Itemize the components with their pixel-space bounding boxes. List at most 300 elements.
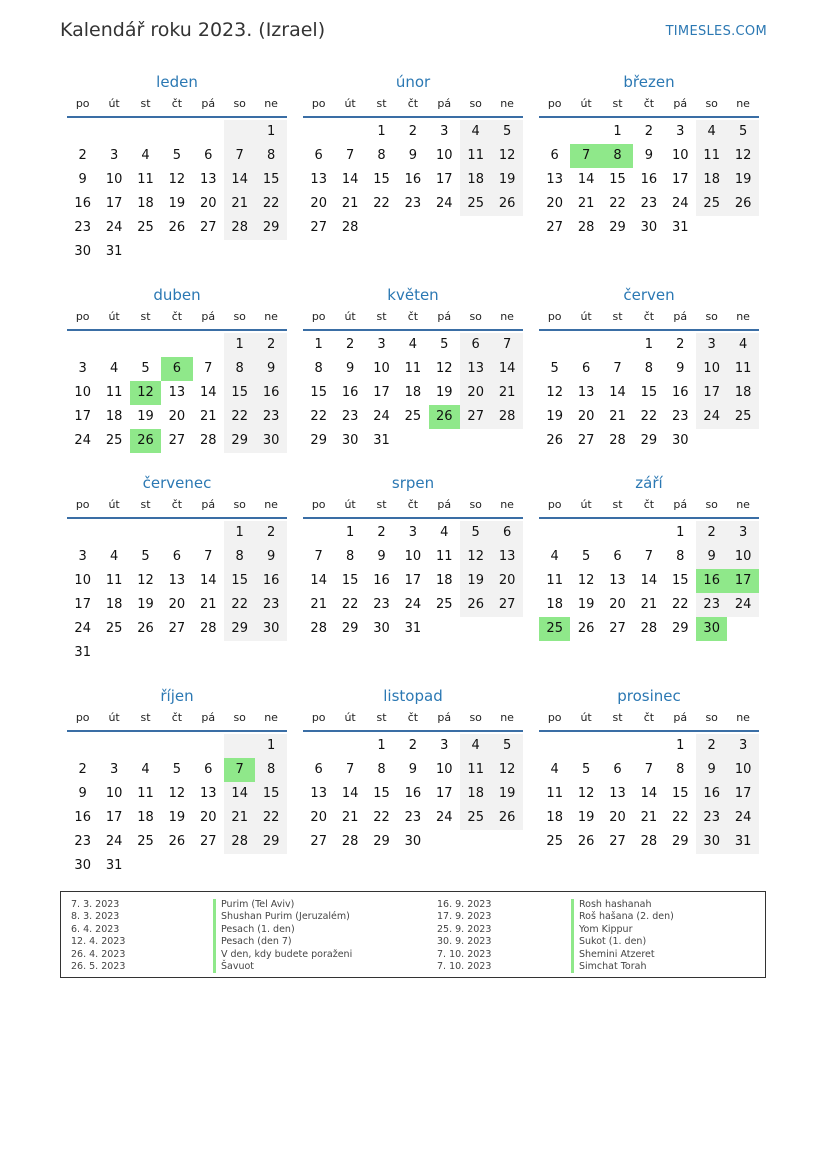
day-cell[interactable]: 22 [341,597,359,612]
day-cell[interactable]: 8 [314,361,323,376]
day-cell[interactable]: 1 [644,337,654,352]
day-cell[interactable]: 28 [640,834,658,849]
day-cell[interactable]: 30 [404,834,422,849]
day-cell[interactable]: 14 [640,786,658,801]
day-cell[interactable]: 8 [377,148,386,163]
day-cell[interactable]: 19 [460,569,491,593]
day-cell[interactable]: 5 [550,361,559,376]
day-cell[interactable]: 17 [672,172,689,187]
day-cell[interactable]: 16 [341,385,359,400]
day-cell[interactable]: 18 [546,597,563,612]
day-cell[interactable]: 16 [404,786,422,801]
day-cell[interactable]: 31 [74,645,91,660]
day-cell[interactable]: 26 [491,806,522,830]
day-cell[interactable]: 19 [491,168,522,192]
day-cell[interactable]: 5 [172,762,182,777]
day-cell[interactable]: 12 [137,573,154,588]
day-cell[interactable]: 28 [224,830,255,854]
day-cell[interactable]: 20 [609,597,626,612]
day-cell[interactable]: 13 [577,385,595,400]
day-cell[interactable]: 5 [141,361,150,376]
day-cell[interactable]: 26 [137,621,154,636]
day-cell[interactable]: 20 [460,381,491,405]
day-cell[interactable]: 2 [696,521,727,545]
day-cell[interactable]: 25 [546,834,563,849]
day-cell[interactable]: 3 [440,738,449,753]
day-cell[interactable]: 13 [609,573,626,588]
day-cell[interactable]: 8 [255,144,286,168]
day-cell[interactable]: 22 [310,409,327,424]
day-cell[interactable]: 3 [727,734,758,758]
day-cell[interactable]: 19 [577,810,595,825]
day-cell[interactable]: 14 [609,385,626,400]
day-cell[interactable]: 20 [168,409,186,424]
day-cell[interactable]: 30 [74,244,91,259]
day-cell[interactable]: 29 [310,433,327,448]
day-cell[interactable]: 7 [345,148,355,163]
day-cell[interactable]: 18 [105,409,123,424]
day-cell[interactable]: 6 [613,762,622,777]
day-cell[interactable]: 6 [581,361,591,376]
day-cell[interactable]: 8 [255,758,286,782]
day-cell[interactable]: 21 [491,381,522,405]
day-cell[interactable]: 27 [491,593,522,617]
day-cell[interactable]: 12 [577,786,595,801]
day-cell[interactable]: 13 [200,786,217,801]
day-cell[interactable]: 8 [224,545,255,569]
day-cell[interactable]: 26 [727,192,758,216]
day-cell[interactable]: 23 [404,196,422,211]
day-cell[interactable]: 12 [546,385,563,400]
day-cell[interactable]: 17 [727,569,758,593]
day-cell[interactable]: 23 [640,196,658,211]
day-cell[interactable]: 14 [224,168,255,192]
day-cell[interactable]: 22 [224,405,255,429]
day-cell[interactable]: 5 [172,148,182,163]
day-cell[interactable]: 17 [404,573,422,588]
day-cell[interactable]: 7 [204,361,213,376]
day-cell[interactable]: 16 [404,172,422,187]
day-cell[interactable]: 23 [404,810,422,825]
day-cell[interactable]: 4 [460,120,491,144]
day-cell[interactable]: 23 [341,409,359,424]
day-cell[interactable]: 23 [74,834,91,849]
day-cell[interactable]: 21 [577,196,595,211]
day-cell[interactable]: 29 [224,617,255,641]
day-cell[interactable]: 27 [168,621,186,636]
day-cell[interactable]: 23 [255,593,286,617]
day-cell[interactable]: 9 [78,172,87,187]
day-cell[interactable]: 12 [168,172,186,187]
day-cell[interactable]: 9 [696,545,727,569]
day-cell[interactable]: 19 [168,810,186,825]
day-cell[interactable]: 4 [109,361,119,376]
day-cell[interactable]: 15 [255,782,286,806]
day-cell[interactable]: 24 [727,806,758,830]
day-cell[interactable]: 8 [602,144,633,168]
day-cell[interactable]: 5 [141,549,150,564]
day-cell[interactable]: 19 [137,409,154,424]
day-cell[interactable]: 7 [314,549,323,564]
day-cell[interactable]: 22 [672,597,689,612]
day-cell[interactable]: 4 [460,734,491,758]
day-cell[interactable]: 1 [676,525,685,540]
day-cell[interactable]: 9 [255,545,286,569]
day-cell[interactable]: 6 [172,549,182,564]
day-cell[interactable]: 27 [168,433,186,448]
day-cell[interactable]: 12 [727,144,758,168]
day-cell[interactable]: 4 [550,762,559,777]
day-cell[interactable]: 18 [404,385,422,400]
day-cell[interactable]: 6 [491,521,522,545]
day-cell[interactable]: 29 [224,429,255,453]
day-cell[interactable]: 22 [373,196,390,211]
day-cell[interactable]: 27 [609,834,626,849]
day-cell[interactable]: 20 [609,810,626,825]
day-cell[interactable]: 15 [310,385,327,400]
day-cell[interactable]: 11 [460,144,491,168]
day-cell[interactable]: 13 [460,357,491,381]
day-cell[interactable]: 23 [74,220,91,235]
day-cell[interactable]: 16 [696,782,727,806]
day-cell[interactable]: 31 [373,433,390,448]
day-cell[interactable]: 6 [314,762,323,777]
day-cell[interactable]: 27 [200,834,217,849]
day-cell[interactable]: 11 [105,385,123,400]
day-cell[interactable]: 7 [345,762,355,777]
day-cell[interactable]: 26 [168,834,186,849]
day-cell[interactable]: 17 [105,196,123,211]
day-cell[interactable]: 23 [255,405,286,429]
day-cell[interactable]: 3 [109,148,119,163]
day-cell[interactable]: 22 [609,196,626,211]
day-cell[interactable]: 10 [373,361,390,376]
day-cell[interactable]: 20 [310,810,327,825]
day-cell[interactable]: 7 [644,762,654,777]
day-cell[interactable]: 26 [168,220,186,235]
day-cell[interactable]: 17 [696,381,727,405]
day-cell[interactable]: 17 [74,409,91,424]
day-cell[interactable]: 16 [373,573,390,588]
day-cell[interactable]: 2 [345,337,355,352]
day-cell[interactable]: 28 [640,621,658,636]
day-cell[interactable]: 9 [345,361,355,376]
day-cell[interactable]: 25 [727,405,758,429]
day-cell[interactable]: 21 [224,192,255,216]
day-cell[interactable]: 7 [491,333,522,357]
day-cell[interactable]: 29 [255,216,286,240]
day-cell[interactable]: 13 [310,172,327,187]
day-cell[interactable]: 30 [696,617,727,641]
day-cell[interactable]: 17 [74,597,91,612]
day-cell[interactable]: 24 [436,810,453,825]
day-cell[interactable]: 18 [137,810,154,825]
day-cell[interactable]: 15 [224,381,255,405]
day-cell[interactable]: 16 [255,381,286,405]
day-cell[interactable]: 2 [408,124,418,139]
day-cell[interactable]: 24 [373,409,390,424]
day-cell[interactable]: 3 [727,521,758,545]
day-cell[interactable]: 3 [78,361,87,376]
day-cell[interactable]: 28 [310,621,327,636]
day-cell[interactable]: 8 [676,549,685,564]
day-cell[interactable]: 12 [460,545,491,569]
day-cell[interactable]: 14 [200,385,217,400]
day-cell[interactable]: 19 [546,409,563,424]
day-cell[interactable]: 25 [137,220,154,235]
day-cell[interactable]: 14 [310,573,327,588]
day-cell[interactable]: 1 [255,734,286,758]
day-cell[interactable]: 30 [373,621,390,636]
day-cell[interactable]: 1 [676,738,685,753]
day-cell[interactable]: 2 [408,738,418,753]
day-cell[interactable]: 18 [137,196,154,211]
day-cell[interactable]: 18 [460,168,491,192]
day-cell[interactable]: 28 [341,220,359,235]
day-cell[interactable]: 7 [224,144,255,168]
day-cell[interactable]: 15 [341,573,359,588]
day-cell[interactable]: 1 [613,124,622,139]
day-cell[interactable]: 26 [577,834,595,849]
day-cell[interactable]: 22 [672,810,689,825]
day-cell[interactable]: 13 [310,786,327,801]
day-cell[interactable]: 15 [640,385,658,400]
day-cell[interactable]: 19 [577,597,595,612]
day-cell[interactable]: 12 [577,573,595,588]
day-cell[interactable]: 24 [696,405,727,429]
day-cell[interactable]: 9 [644,148,654,163]
day-cell[interactable]: 22 [255,806,286,830]
day-cell[interactable]: 2 [696,734,727,758]
day-cell[interactable]: 31 [672,220,689,235]
day-cell[interactable]: 16 [696,569,727,593]
day-cell[interactable]: 4 [696,120,727,144]
day-cell[interactable]: 4 [408,337,418,352]
day-cell[interactable]: 21 [341,810,359,825]
day-cell[interactable]: 30 [255,429,286,453]
day-cell[interactable]: 27 [460,405,491,429]
day-cell[interactable]: 19 [491,782,522,806]
day-cell[interactable]: 13 [168,573,186,588]
day-cell[interactable]: 2 [255,521,286,545]
day-cell[interactable]: 2 [255,333,286,357]
day-cell[interactable]: 28 [491,405,522,429]
day-cell[interactable]: 3 [676,124,685,139]
day-cell[interactable]: 3 [377,337,386,352]
day-cell[interactable]: 10 [105,172,123,187]
day-cell[interactable]: 18 [105,597,123,612]
day-cell[interactable]: 14 [224,782,255,806]
day-cell[interactable]: 10 [436,148,453,163]
day-cell[interactable]: 23 [696,593,727,617]
day-cell[interactable]: 4 [727,333,758,357]
day-cell[interactable]: 9 [255,357,286,381]
day-cell[interactable]: 25 [539,617,570,641]
day-cell[interactable]: 4 [141,762,150,777]
day-cell[interactable]: 19 [436,385,453,400]
day-cell[interactable]: 12 [491,144,522,168]
day-cell[interactable]: 5 [581,762,591,777]
day-cell[interactable]: 21 [640,810,658,825]
day-cell[interactable]: 29 [672,834,689,849]
day-cell[interactable]: 24 [74,433,91,448]
day-cell[interactable]: 31 [727,830,758,854]
day-cell[interactable]: 22 [255,192,286,216]
day-cell[interactable]: 5 [727,120,758,144]
day-cell[interactable]: 26 [130,429,161,453]
day-cell[interactable]: 24 [727,593,758,617]
day-cell[interactable]: 26 [429,405,460,429]
day-cell[interactable]: 28 [200,621,217,636]
day-cell[interactable]: 13 [491,545,522,569]
day-cell[interactable]: 9 [377,549,386,564]
day-cell[interactable]: 17 [436,172,453,187]
day-cell[interactable]: 7 [204,549,213,564]
day-cell[interactable]: 7 [644,549,654,564]
day-cell[interactable]: 28 [577,220,595,235]
day-cell[interactable]: 18 [727,381,758,405]
day-cell[interactable]: 24 [105,834,123,849]
day-cell[interactable]: 1 [314,337,323,352]
day-cell[interactable]: 22 [640,409,658,424]
day-cell[interactable]: 28 [200,433,217,448]
day-cell[interactable]: 14 [341,172,359,187]
day-cell[interactable]: 19 [137,597,154,612]
day-cell[interactable]: 23 [672,409,689,424]
day-cell[interactable]: 3 [440,124,449,139]
day-cell[interactable]: 28 [341,834,359,849]
day-cell[interactable]: 16 [255,569,286,593]
day-cell[interactable]: 23 [373,597,390,612]
day-cell[interactable]: 28 [609,433,626,448]
day-cell[interactable]: 26 [577,621,595,636]
day-cell[interactable]: 13 [200,172,217,187]
day-cell[interactable]: 9 [78,786,87,801]
day-cell[interactable]: 29 [672,621,689,636]
day-cell[interactable]: 19 [168,196,186,211]
day-cell[interactable]: 12 [168,786,186,801]
day-cell[interactable]: 21 [200,597,217,612]
day-cell[interactable]: 5 [460,521,491,545]
day-cell[interactable]: 24 [404,597,422,612]
day-cell[interactable]: 24 [74,621,91,636]
day-cell[interactable]: 31 [105,858,123,873]
day-cell[interactable]: 4 [141,148,150,163]
day-cell[interactable]: 27 [546,220,563,235]
day-cell[interactable]: 14 [491,357,522,381]
day-cell[interactable]: 3 [408,525,418,540]
day-cell[interactable]: 7 [613,361,622,376]
day-cell[interactable]: 11 [105,573,123,588]
day-cell[interactable]: 18 [696,168,727,192]
day-cell[interactable]: 19 [727,168,758,192]
day-cell[interactable]: 10 [672,148,689,163]
day-cell[interactable]: 2 [676,337,685,352]
day-cell[interactable]: 1 [255,120,286,144]
day-cell[interactable]: 27 [310,220,327,235]
day-cell[interactable]: 23 [696,806,727,830]
day-cell[interactable]: 11 [546,573,563,588]
day-cell[interactable]: 14 [640,573,658,588]
day-cell[interactable]: 13 [609,786,626,801]
day-cell[interactable]: 31 [105,244,123,259]
day-cell[interactable]: 29 [255,830,286,854]
day-cell[interactable]: 26 [546,433,563,448]
day-cell[interactable]: 29 [640,433,658,448]
day-cell[interactable]: 1 [224,521,255,545]
day-cell[interactable]: 6 [550,148,559,163]
day-cell[interactable]: 24 [105,220,123,235]
day-cell[interactable]: 25 [436,597,453,612]
day-cell[interactable]: 21 [341,196,359,211]
day-cell[interactable]: 21 [310,597,327,612]
day-cell[interactable]: 11 [404,361,422,376]
day-cell[interactable]: 10 [727,545,758,569]
day-cell[interactable]: 30 [255,617,286,641]
day-cell[interactable]: 3 [78,549,87,564]
day-cell[interactable]: 5 [440,337,449,352]
day-cell[interactable]: 10 [74,573,91,588]
day-cell[interactable]: 15 [672,786,689,801]
day-cell[interactable]: 27 [577,433,595,448]
day-cell[interactable]: 8 [345,549,355,564]
day-cell[interactable]: 20 [310,196,327,211]
day-cell[interactable]: 31 [404,621,422,636]
day-cell[interactable]: 17 [727,782,758,806]
day-cell[interactable]: 14 [200,573,217,588]
day-cell[interactable]: 27 [609,621,626,636]
day-cell[interactable]: 25 [105,433,123,448]
day-cell[interactable]: 20 [200,196,217,211]
day-cell[interactable]: 2 [78,148,87,163]
day-cell[interactable]: 15 [224,569,255,593]
day-cell[interactable]: 7 [224,758,255,782]
day-cell[interactable]: 9 [696,758,727,782]
day-cell[interactable]: 20 [577,409,595,424]
day-cell[interactable]: 9 [676,361,685,376]
day-cell[interactable]: 20 [200,810,217,825]
day-cell[interactable]: 5 [491,120,522,144]
day-cell[interactable]: 14 [341,786,359,801]
day-cell[interactable]: 8 [224,357,255,381]
day-cell[interactable]: 13 [168,385,186,400]
day-cell[interactable]: 21 [640,597,658,612]
day-cell[interactable]: 11 [727,357,758,381]
day-cell[interactable]: 22 [224,593,255,617]
day-cell[interactable]: 3 [109,762,119,777]
day-cell[interactable]: 25 [137,834,154,849]
day-cell[interactable]: 15 [255,168,286,192]
day-cell[interactable]: 20 [491,569,522,593]
day-cell[interactable]: 11 [546,786,563,801]
day-cell[interactable]: 8 [644,361,654,376]
day-cell[interactable]: 20 [168,597,186,612]
day-cell[interactable]: 21 [224,806,255,830]
day-cell[interactable]: 29 [373,834,390,849]
day-cell[interactable]: 11 [137,172,154,187]
day-cell[interactable]: 25 [105,621,123,636]
day-cell[interactable]: 9 [408,148,418,163]
day-cell[interactable]: 11 [696,144,727,168]
day-cell[interactable]: 12 [491,758,522,782]
day-cell[interactable]: 12 [130,381,161,405]
day-cell[interactable]: 18 [460,782,491,806]
day-cell[interactable]: 17 [436,786,453,801]
day-cell[interactable]: 17 [105,810,123,825]
day-cell[interactable]: 29 [341,621,359,636]
day-cell[interactable]: 26 [491,192,522,216]
day-cell[interactable]: 15 [672,573,689,588]
